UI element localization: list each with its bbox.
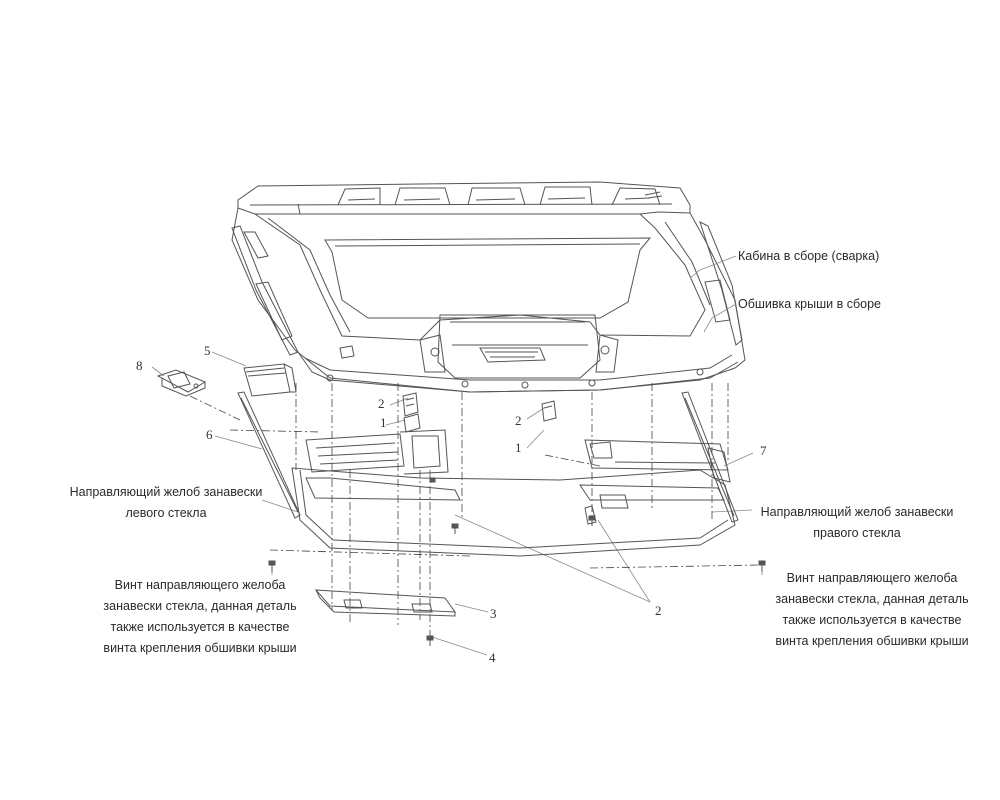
part-number-1-left: 1 [380,415,387,430]
part-number-2-bottom: 2 [655,603,662,618]
cab-assembly-label: Кабина в сборе (сварка) [738,249,880,263]
right-guide-label-line1: Направляющий желоб занавески [760,505,954,519]
left-screw-label-line: занавески стекла, данная деталь [103,599,297,613]
part-number-3: 3 [490,606,497,621]
part-8-bracket [158,370,205,396]
part-number-4: 4 [489,650,496,665]
part-number-2-center: 2 [515,413,522,428]
left-screw-label-line: Винт направляющего желоба [114,578,286,592]
part-5-lamp [244,364,296,396]
right-guide-label-line2: правого стекла [813,526,901,540]
left-guide-label-line2: левого стекла [125,506,207,520]
roof-lining-panel [292,468,735,556]
right-screw-label [762,568,982,652]
right-screw-label-line: также используется в качестве [782,613,962,627]
left-screw-label-line: также используется в качестве [110,620,290,634]
right-screw-label-line: Винт направляющего желоба [786,571,958,585]
cab-roof-structure [232,182,745,392]
left-guide-label [56,482,276,524]
part-number-8: 8 [136,358,143,373]
part-number-1-center: 1 [515,440,522,455]
screws [269,478,765,646]
center-brackets [403,393,556,432]
left-guide-label-line1: Направляющий желоб занавески [69,485,263,499]
part-number-2-left: 2 [378,396,385,411]
left-screw-label [90,575,310,659]
part-number-7: 7 [760,443,767,458]
part-3-cover [316,590,455,616]
right-guide-label [752,502,962,544]
right-screw-label-line: занавески стекла, данная деталь [775,592,969,606]
left-side-lining [306,430,448,474]
roof-lining-assembly-label: Обшивка крыши в сборе [738,297,881,311]
right-screw-label-line: винта крепления обшивки крыши [775,634,969,648]
part-number-5: 5 [204,343,211,358]
part-number-6: 6 [206,427,213,442]
left-screw-label-line: винта крепления обшивки крыши [103,641,297,655]
